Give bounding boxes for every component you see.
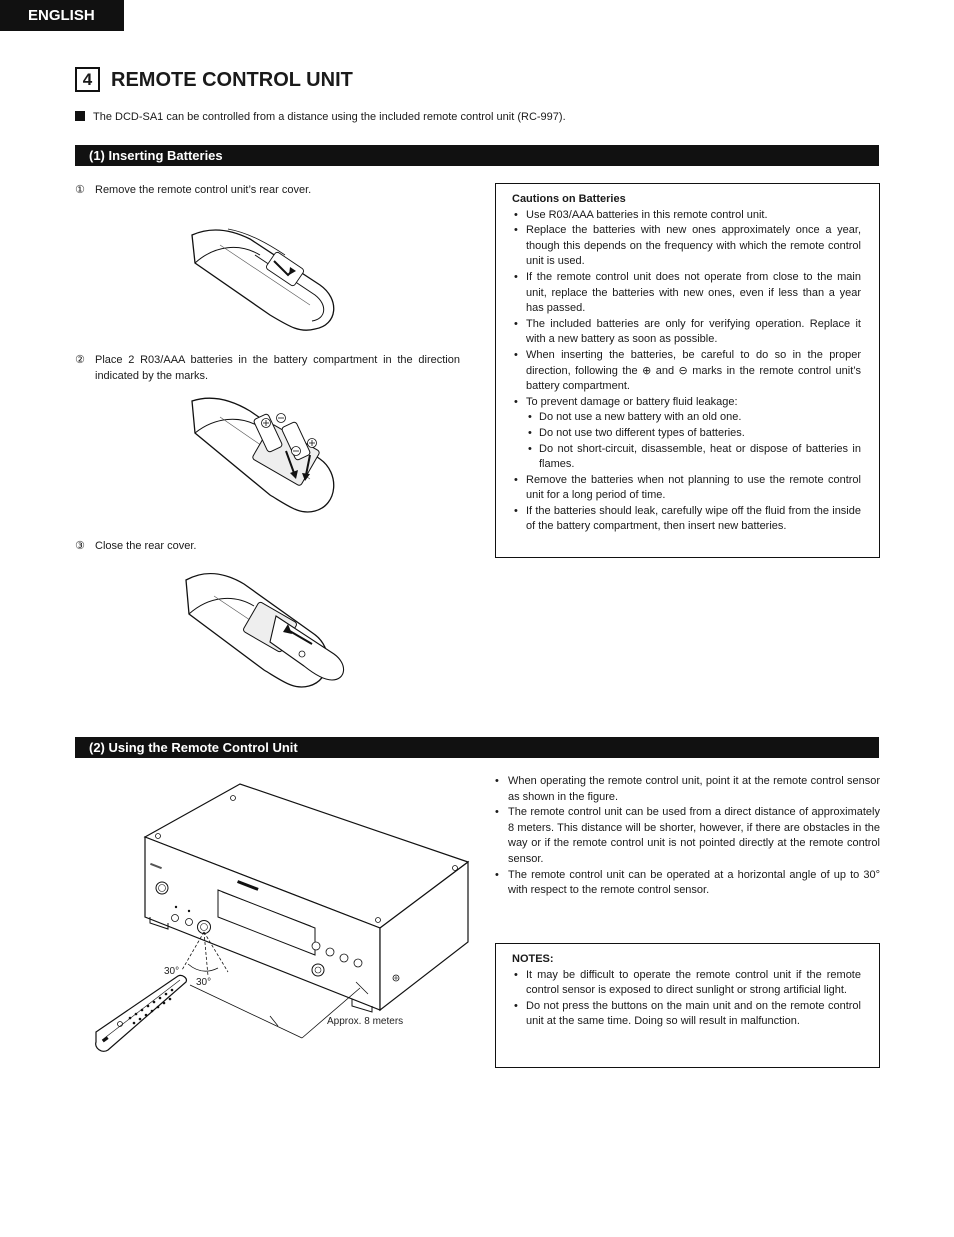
distance-label: Approx. 8 meters <box>327 1016 404 1027</box>
intro-text <box>75 110 566 124</box>
using-bullet: • The remote control unit can be used from a direct distance of approximately 8 meters. This distance will be shorter, however, if there are obstacles in the way or if the remote control unit is not pointed directly at the remote control sensor. <box>495 805 880 867</box>
cautions-title: Cautions on Batteries <box>512 193 626 205</box>
caution-item: • If the remote control unit does not operate from close to the main unit, replace the batteries with new ones, even if less than a year has passed. <box>512 270 861 317</box>
note-item: • It may be difficult to operate the remote control unit if the remote control sensor is exposed to direct sunlight or strong artificial light. <box>512 968 861 999</box>
step-number: ③ <box>75 540 85 552</box>
close-cover-illustration <box>184 562 350 690</box>
cautions-list <box>512 208 861 535</box>
note-item: • Do not press the buttons on the main unit and on the remote control unit at the same time. Doing so will result in malfunction. <box>512 999 861 1030</box>
notes-title: NOTES: <box>512 953 554 965</box>
caution-item <box>512 395 861 473</box>
step-3 <box>75 538 460 554</box>
notes-list <box>512 968 861 1030</box>
step-2 <box>75 352 460 384</box>
angle-right-label: 30° <box>196 977 212 988</box>
remote-usage-illustration <box>90 780 470 1060</box>
insert-batteries-illustration <box>190 393 340 518</box>
angle-left-label: 30° <box>164 966 180 977</box>
intro-sentence: The DCD-SA1 can be controlled from a distance using the included remote control unit (RC-997). <box>93 111 566 123</box>
using-bullet: • When operating the remote control unit, point it at the remote control sensor as shown in the figure. <box>495 774 880 805</box>
section-number: 4 <box>75 67 100 92</box>
cautions-box <box>495 183 880 558</box>
step-text: Close the rear cover. <box>95 540 197 552</box>
step-1 <box>75 182 460 198</box>
remove-cover-illustration <box>190 215 340 333</box>
step-number: ① <box>75 184 85 196</box>
notes-box <box>495 943 880 1068</box>
caution-subitem: • Do not short-circuit, disassemble, heat or dispose of batteries in flames. <box>526 442 861 473</box>
using-remote-heading: (2) Using the Remote Control Unit <box>75 737 879 758</box>
section-title: REMOTE CONTROL UNIT <box>111 69 353 91</box>
language-tab: ENGLISH <box>0 0 124 31</box>
caution-item: • Remove the batteries when not planning to use the remote control unit for a long period of time. <box>512 473 861 504</box>
using-bullet: • The remote control unit can be operated at a horizontal angle of up to 30° with respect to the remote control sensor. <box>495 868 880 899</box>
caution-item: • Use R03/AAA batteries in this remote control unit. <box>512 208 861 224</box>
caution-subitem: • Do not use two different types of batteries. <box>526 426 861 442</box>
caution-sublist <box>526 410 861 472</box>
caution-item: • When inserting the batteries, be careful to do so in the proper direction, following the ⊕ and ⊖ marks in the remote control unit’s battery compartment. <box>512 348 861 395</box>
caution-item: • The included batteries are only for verifying operation. Replace it with a new battery as soon as possible. <box>512 317 861 348</box>
using-remote-bullets <box>495 774 880 899</box>
caution-item: • Replace the batteries with new ones approximately once a year, though this depends on the frequency with which the remote control unit is used. <box>512 223 861 270</box>
caution-subitem: • Do not use a new battery with an old one. <box>526 410 861 426</box>
caution-item-text: To prevent damage or battery fluid leakage: <box>526 395 738 408</box>
step-number: ② <box>75 354 85 366</box>
inserting-batteries-heading: (1) Inserting Batteries <box>75 145 879 166</box>
step-text: Remove the remote control unit’s rear cover. <box>95 184 312 196</box>
step-text: Place 2 R03/AAA batteries in the battery compartment in the direction indicated by the marks. <box>95 354 460 382</box>
square-bullet-icon <box>75 111 85 121</box>
caution-item: • If the batteries should leak, carefully wipe off the fluid from the inside of the battery compartment, then insert new batteries. <box>512 504 861 535</box>
